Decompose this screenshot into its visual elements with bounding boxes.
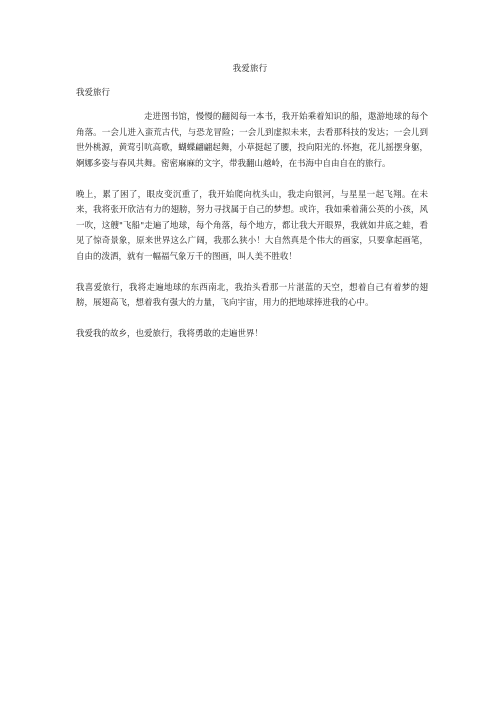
document-body (76, 110, 428, 358)
document-subtitle: 我爱旅行 (76, 88, 111, 98)
paragraph-2: 晚上，累了困了，眼皮变沉重了，我开始爬向枕头山，我走向银河，与星星一起飞翔。在未来，我将张开欣洁有力的翅膀，努力寻找属于自己的梦想。或许，我如乘着蒲公英的小孩，风一吹，这艘"飞船"走遍了地球，每个角落，每个地方，都让我大开眼界，我就如井底之蛙，看见了惊奇景象，原来世界这么广阔，我那么狭小！大自然真是个伟大的画家，只要拿起画笔，自由的泼洒，就有一幅福气象万千的图画，叫人美不胜收！ (76, 189, 428, 262)
paragraph-3: 我喜爱旅行，我将走遍地球的东西南北，我抬头看那一片湛蓝的天空，想着自己有着梦的翅膀，展翅高飞，想着我有强大的力量，飞向宇宙，用力的把地球捧进我的心中。 (76, 282, 428, 308)
document-title: 我爱旅行 (232, 64, 268, 74)
paragraph-4: 我爱我的故乡，也爱旅行，我将勇敢的走遍世界！ (76, 329, 264, 339)
paragraph-1: 走进图书馆，慢慢的翻阅每一本书，我开始乘着知识的船，遨游地球的每个角落。一会儿进入蛮荒古代，与恐龙冒险；一会儿到虚拟未来，去看那科技的发达；一会儿到世外桃源，黄莺引吭高歌，蝴蝶翩翩起舞，小草挺起了腰，投向阳光的.怀抱，花儿摇摆身躯，婀娜多姿与春风共舞。密密麻麻的文字，带我翻山越岭，在书海中自由自在的旅行。 (76, 112, 428, 169)
